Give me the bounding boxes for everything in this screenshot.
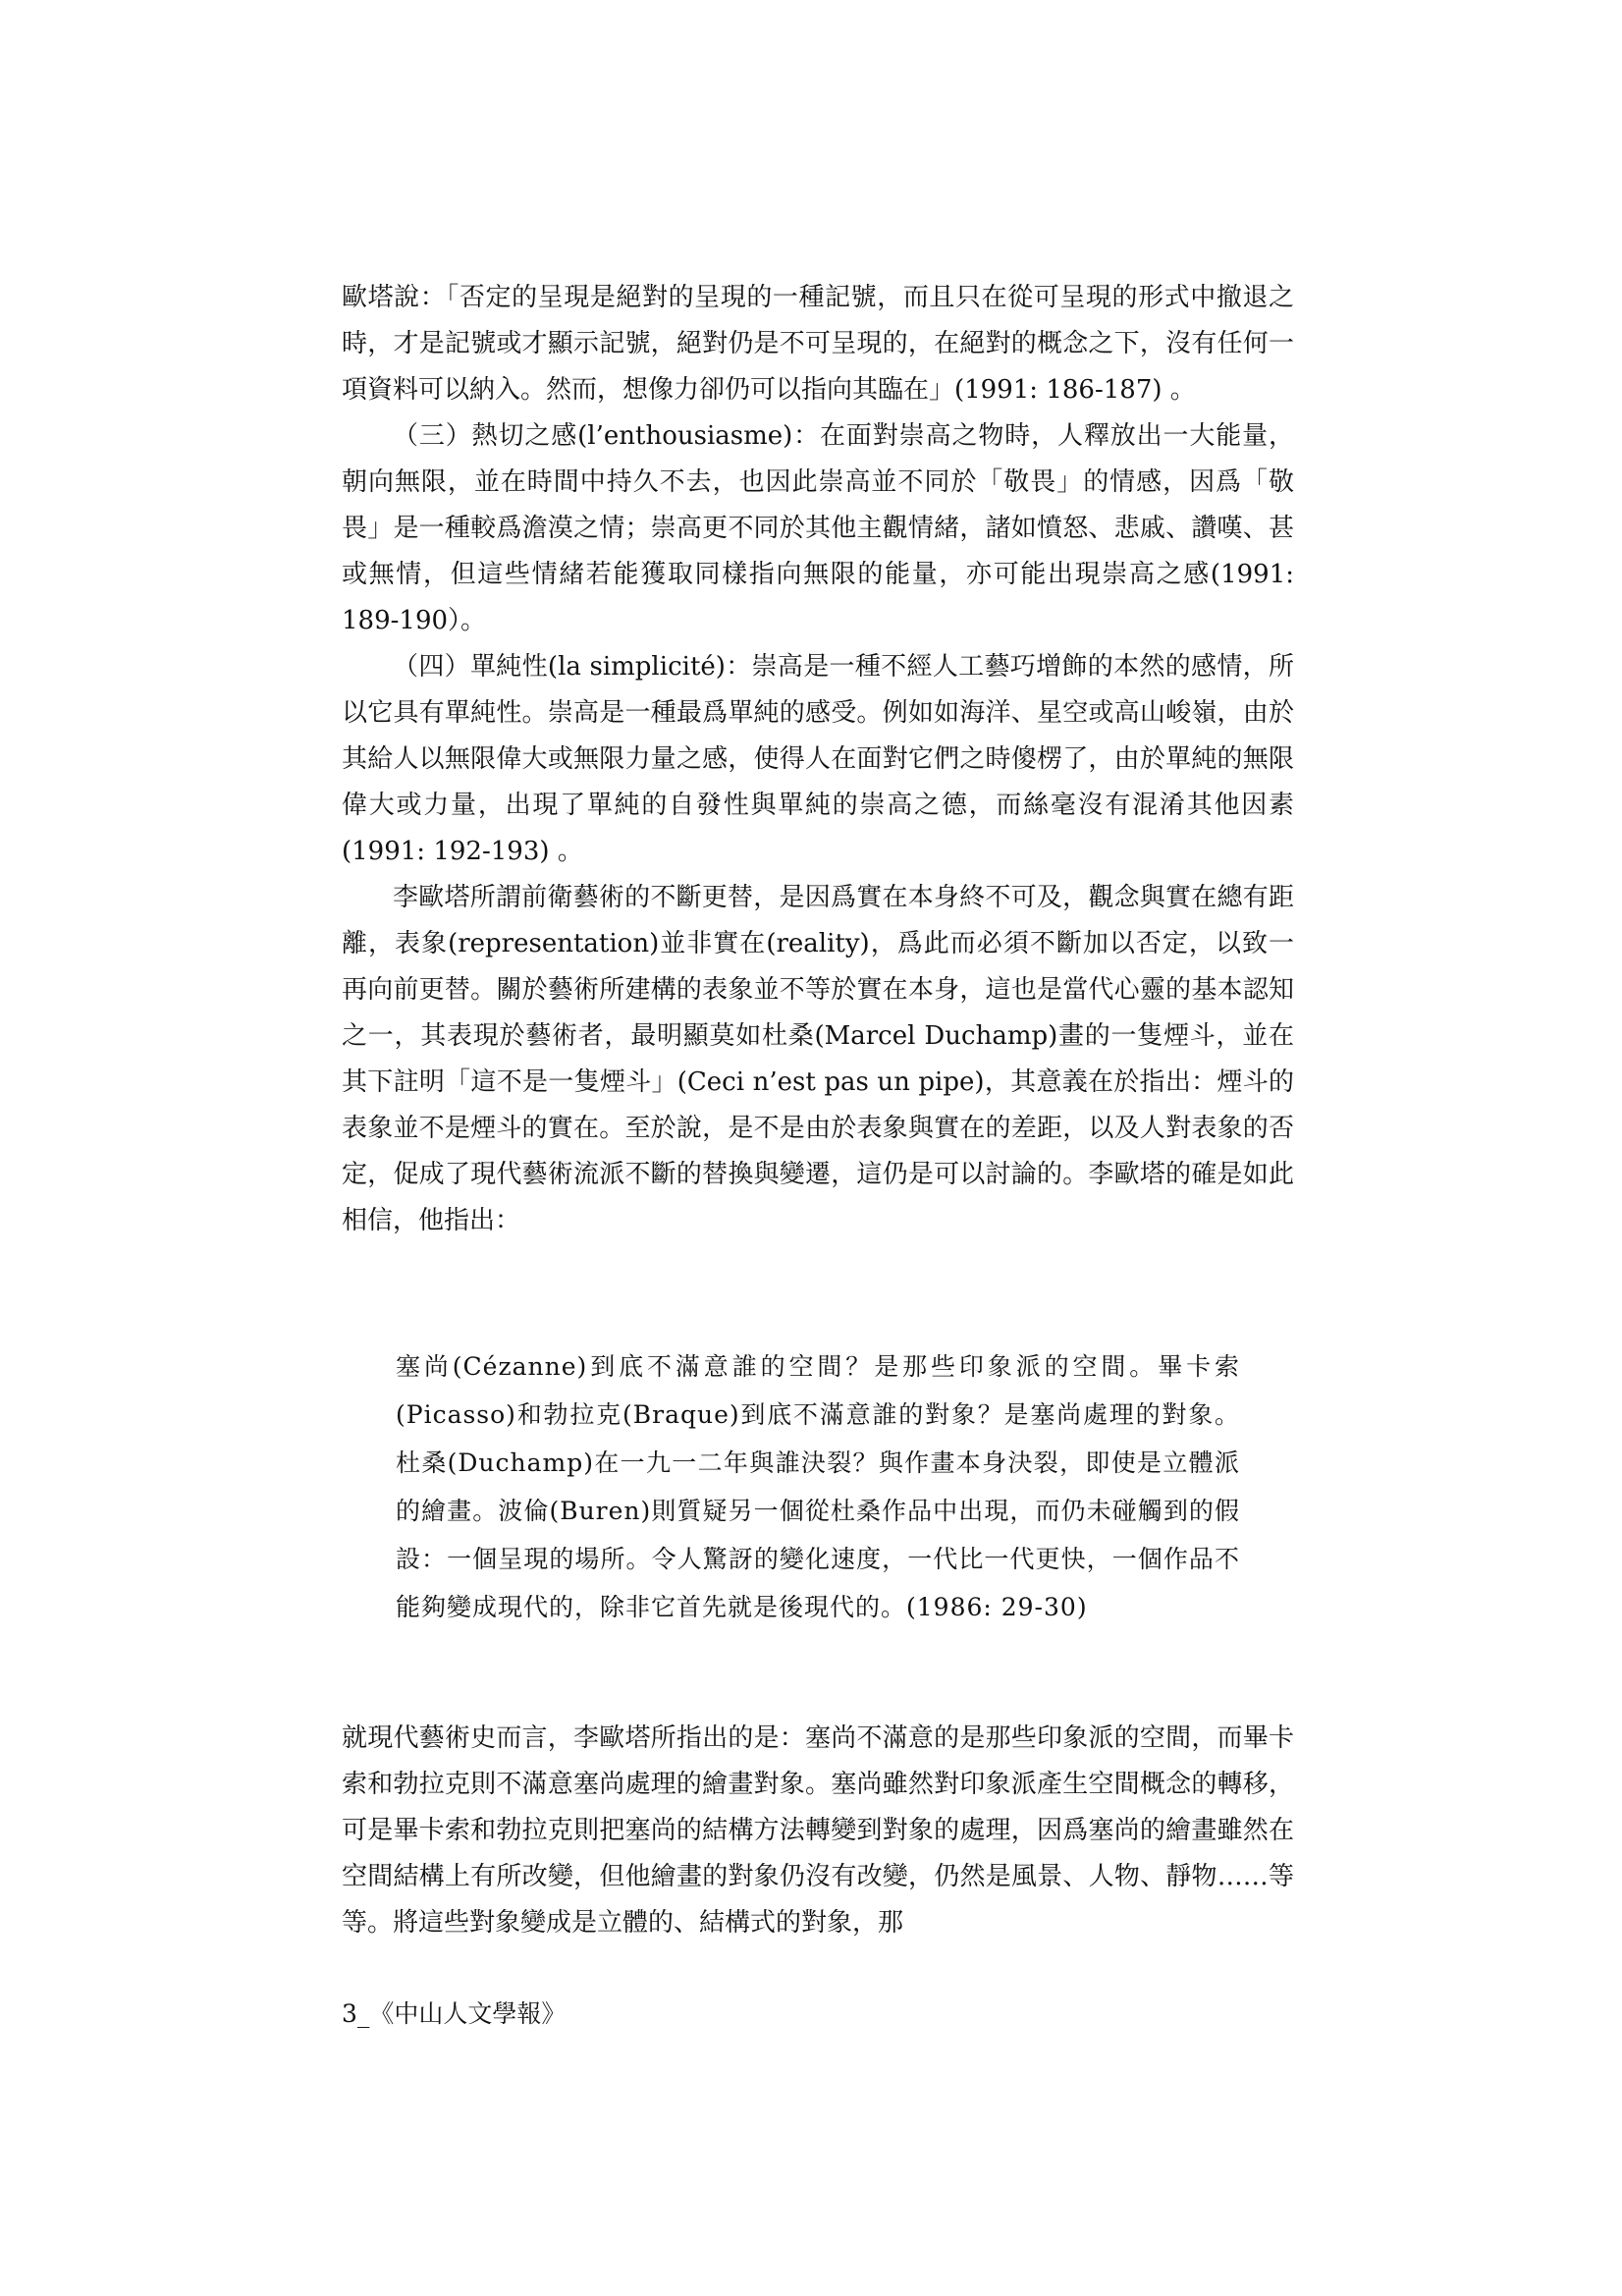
block-quote: 塞尚(Cézanne)到底不滿意誰的空間？是那些印象派的空間。畢卡索(Picasso)和勃拉克(Braque)到底不滿意誰的對象？是塞尚處理的對象。杜桑(Duchamp)在一九一二年與誰決裂？與作畫本身決裂，即使是立體派的繪畫。波倫(Buren)則質疑另一個從杜桑作品中出現，而仍未碰觸到的假設：一個呈現的場所。令人驚訝的變化速度，一代比一代更快，一個作品不能夠變成現代的，除非它首先就是後現代的。(1986: 29-30) (396, 1352, 1240, 1621)
upper-text-block (342, 275, 1294, 1244)
paragraph-avant-garde: 李歐塔所謂前衛藝術的不斷更替，是因爲實在本身終不可及，觀念與實在總有距離，表象(representation)並非實在(reality)，爲此而必須不斷加以否定，以致一再向前更替。關於藝術所建構的表象並不等於實在本身，這也是當代心靈的基本認知之一，其表現於藝術者，最明顯莫如杜桑(Marcel Duchamp)畫的一隻煙斗，並在其下註明「這不是一隻煙斗」(Ceci n’est pas un pipe)，其意義在於指出：煙斗的表象並不是煙斗的實在。至於說，是不是由於表象與實在的差距，以及人對表象的否定，促成了現代藝術流派不斷的替換與變遷，這仍是可以討論的。李歐塔的確是如此相信，他指出： (342, 883, 1294, 1235)
paragraph-lyotard-negation: 歐塔說：「否定的呈現是絕對的呈現的一種記號，而且只在從可呈現的形式中撤退之時，才是記號或才顯示記號，絕對仍是不可呈現的，在絕對的概念之下，沒有任何一項資料可以納入。然而，想像力卻仍可以指向其臨在」(1991: 186-187) 。 (342, 283, 1294, 405)
lower-text-block (342, 1716, 1294, 1946)
paragraph-enthusiasm: （三）熱切之感(l’enthousiasme)：在面對崇高之物時，人釋放出一大能量，朝向無限，並在時間中持久不去，也因此崇高並不同於「敬畏」的情感，因爲「敬畏」是一種較爲澹漠之情；崇高更不同於其他主觀情緒，諸如憤怒、悲戚、讚嘆、甚或無情，但這些情緒若能獲取同樣指向無限的能量，亦可能出現崇高之感(1991: 189-190）。 (342, 421, 1294, 635)
paragraph-simplicity: （四）單純性(la simplicité)：崇高是一種不經人工藝巧增飾的本然的感情，所以它具有單純性。崇高是一種最爲單純的感受。例如如海洋、星空或高山峻嶺，由於其給人以無限偉大或無限力量之感，使得人在面對它們之時傻楞了，由於單純的無限偉大或力量，出現了單純的自發性與單純的崇高之德，而絲毫沒有混淆其他因素(1991: 192-193) 。 (342, 652, 1294, 866)
page-footer: 3_《中山人文學報》 (342, 1999, 567, 2028)
paragraph-modern-art-history: 就現代藝術史而言，李歐塔所指出的是：塞尚不滿意的是那些印象派的空間，而畢卡索和勃拉克則不滿意塞尚處理的繪畫對象。塞尚雖然對印象派產生空間概念的轉移，可是畢卡索和勃拉克則把塞尚的結構方法轉變到對象的處理，因爲塞尚的繪畫雖然在空間結構上有所改變，但他繪畫的對象仍沒有改變，仍然是風景、人物、靜物……等等。將這些對象變成是立體的、結構式的對象，那 (342, 1723, 1294, 1938)
